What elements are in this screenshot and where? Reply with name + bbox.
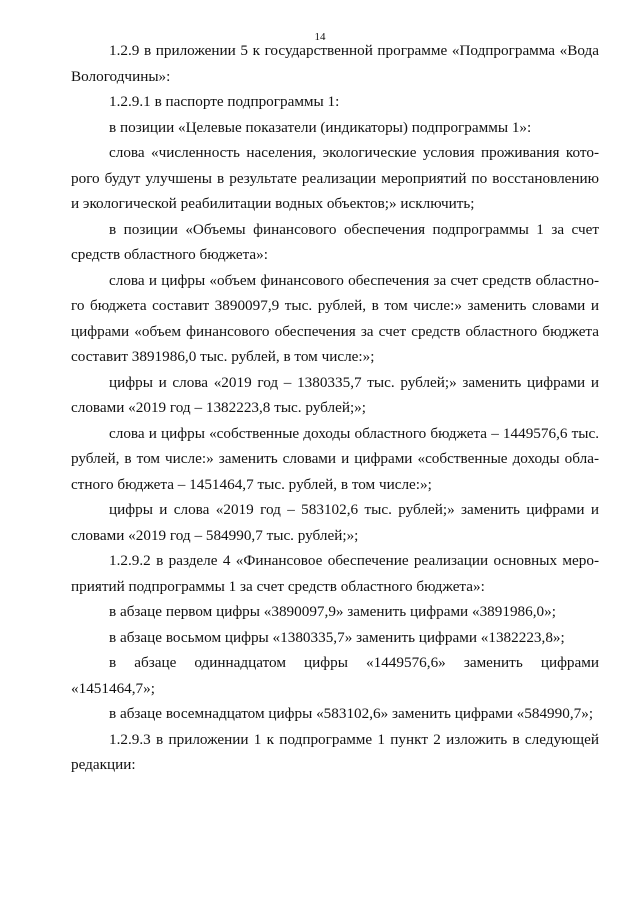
paragraph: 1.2.9.2 в разделе 4 «Финансовое обеспечение реализации основных мероприятий подпрограммы 1 за счет средств областного бюджета»: [71, 552, 599, 595]
paragraph: 1.2.9.1 в паспорте подпрограммы 1: [109, 93, 340, 110]
paragraph: в позиции «Объемы финансового обеспечения подпрограммы 1 за счет средств областного бюджета»: [71, 220, 599, 263]
paragraph: в абзаце восьмом цифры «1380335,7» заменить цифрами «1382223,8»; [109, 628, 565, 646]
paragraph: 1.2.9 в приложении 5 к государственной программе «Подпрограмма «Вода Вологодчины»: [71, 42, 599, 85]
paragraph: 1.2.9.3 в приложении 1 к подпрограмме 1 пункт 2 изложить в следующей редакции: [71, 730, 599, 773]
paragraph: в абзаце одиннадцатом цифры «1449576,6» заменить цифрами «1451464,7»; [71, 654, 599, 697]
paragraph: цифры и слова «2019 год – 1380335,7 тыс. рублей;» заменить цифрами и словами «2019 год – 1382223,8 тыс. рублей;»; [71, 373, 599, 416]
document-body [71, 38, 599, 778]
paragraph: слова «численность населения, экологические условия проживания которого будут улучшены в результате реализации мероприятий по восстановлению и экологической реабилитации водных объектов;» исключить; [71, 144, 599, 212]
page-number: 14 [314, 31, 326, 43]
paragraph: цифры и слова «2019 год – 583102,6 тыс. рублей;» заменить цифрами и словами «2019 год – 584990,7 тыс. рублей;»; [71, 501, 599, 544]
paragraph: слова и цифры «собственные доходы областного бюджета – 1449576,6 тыс. рублей, в том числе:» заменить словами и цифрами «собственные доходы областного бюджета – 1451464,7 тыс. рублей, в том числе:»; [71, 424, 599, 493]
paragraph: в позиции «Целевые показатели (индикаторы) подпрограммы 1»: [109, 118, 532, 136]
paragraph: в абзаце первом цифры «3890097,9» заменить цифрами «3891986,0»; [109, 603, 556, 620]
paragraph: слова и цифры «объем финансового обеспечения за счет средств областного бюджета составит 3890097,9 тыс. рублей, в том числе:» заменить словами и цифрами «объем финансового обеспечения за счет средств областного бюджета составит 3891986,0 тыс. рублей, в том числе:»; [71, 271, 599, 365]
paragraph: в абзаце восемнадцатом цифры «583102,6» заменить цифрами «584990,7»; [109, 705, 594, 722]
